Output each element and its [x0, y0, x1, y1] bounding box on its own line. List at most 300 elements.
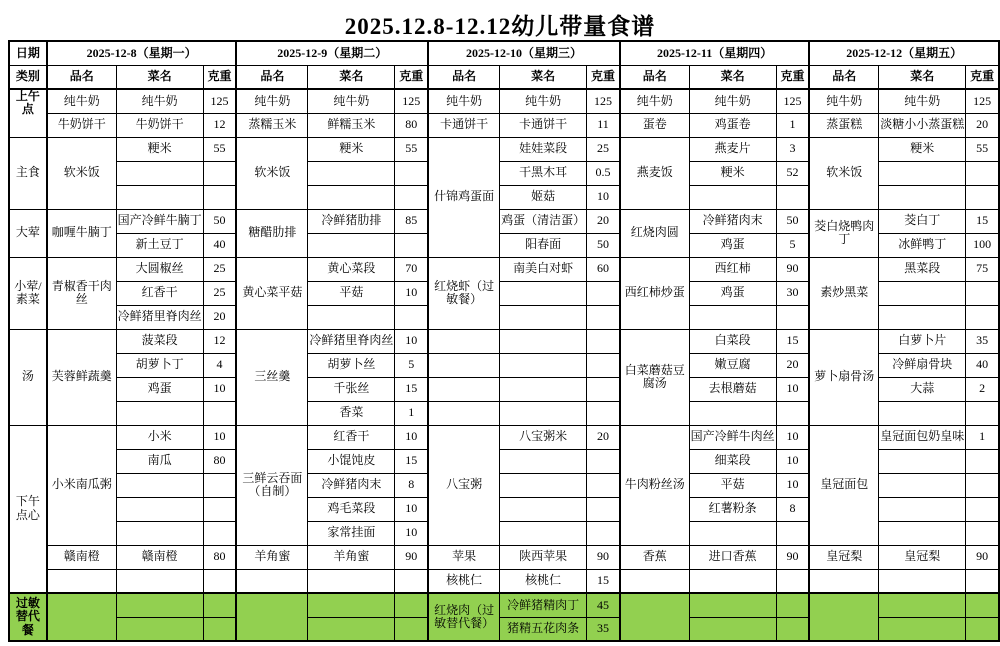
menu-cell: [116, 473, 203, 497]
menu-cell: [966, 497, 999, 521]
menu-cell: [500, 329, 587, 353]
allergy-alt-cell: [809, 569, 878, 593]
menu-cell: 纯牛奶: [500, 89, 587, 113]
menu-cell: [116, 401, 203, 425]
allergy-alt-cell: 苹果: [428, 545, 500, 569]
menu-cell: 南美白对虾: [500, 257, 587, 281]
menu-cell: 冷鲜扇骨块: [879, 353, 966, 377]
header-cell: 克重: [776, 65, 809, 89]
allergy-alt-cell: 35: [587, 617, 620, 641]
allergy-alt-cell: 蒸蛋糕: [809, 113, 878, 137]
menu-cell: 皇冠面包奶皇味: [879, 425, 966, 449]
allergy-alt-cell: 蒸糯玉米: [236, 113, 308, 137]
menu-cell: 50: [776, 209, 809, 233]
menu-cell: 新土豆丁: [116, 233, 203, 257]
menu-cell: 鸡蛋: [689, 233, 776, 257]
menu-cell: 50: [203, 209, 236, 233]
allergy-alt-cell: 羊角蜜: [236, 545, 308, 569]
menu-cell: 冷鲜猪里脊肉丝: [308, 329, 395, 353]
header-cell: 品名: [620, 65, 689, 89]
menu-cell: [587, 329, 620, 353]
menu-cell: 小米: [116, 425, 203, 449]
menu-cell: [203, 401, 236, 425]
menu-cell: 牛奶饼干: [116, 113, 203, 137]
allergy-alt-cell: 芙蓉鲜蔬羹: [47, 329, 116, 425]
menu-cell: 20: [776, 353, 809, 377]
allergy-alt-cell: 纯牛奶: [47, 89, 116, 113]
menu-cell: 125: [203, 89, 236, 113]
header-cell: 克重: [395, 65, 428, 89]
menu-cell: 70: [395, 257, 428, 281]
menu-cell: 千张丝: [308, 377, 395, 401]
menu-table: [8, 40, 1000, 642]
menu-cell: [966, 305, 999, 329]
allergy-alt-cell: 什锦鸡蛋面: [428, 137, 500, 257]
menu-cell: 15: [395, 449, 428, 473]
menu-cell: 干黑木耳: [500, 161, 587, 185]
menu-cell: 10: [776, 473, 809, 497]
menu-cell: [689, 305, 776, 329]
allergy-alt-cell: 糖醋肋排: [236, 209, 308, 257]
menu-cell: 15: [395, 377, 428, 401]
header-cell: 克重: [587, 65, 620, 89]
day-header-cell: 2025-12-12（星期五）: [809, 41, 999, 65]
header-cell: 菜名: [689, 65, 776, 89]
menu-cell: 纯牛奶: [308, 89, 395, 113]
menu-cell: 阳春面: [500, 233, 587, 257]
menu-cell: [395, 161, 428, 185]
menu-cell: 嫩豆腐: [689, 353, 776, 377]
menu-cell: [587, 305, 620, 329]
menu-table-container: [8, 40, 1000, 642]
header-cell: 菜名: [879, 65, 966, 89]
menu-cell: [500, 473, 587, 497]
allergy-alt-cell: [620, 593, 689, 641]
menu-cell: 90: [587, 545, 620, 569]
menu-cell: [776, 305, 809, 329]
menu-cell: 80: [203, 449, 236, 473]
allergy-alt-cell: [308, 593, 395, 617]
menu-cell: 粳米: [116, 137, 203, 161]
menu-cell: [689, 185, 776, 209]
menu-cell: 赣南橙: [116, 545, 203, 569]
allergy-alt-cell: 香蕉: [620, 545, 689, 569]
menu-cell: 125: [966, 89, 999, 113]
allergy-alt-cell: [879, 617, 966, 641]
header-cell: 类别: [9, 65, 47, 89]
menu-cell: 1: [776, 113, 809, 137]
allergy-alt-cell: [47, 569, 116, 593]
menu-cell: [879, 401, 966, 425]
menu-cell: [203, 521, 236, 545]
allergy-alt-cell: 软米饭: [236, 137, 308, 209]
menu-cell: 20: [587, 209, 620, 233]
menu-cell: 纯牛奶: [689, 89, 776, 113]
menu-cell: [203, 161, 236, 185]
menu-cell: 平菇: [308, 281, 395, 305]
menu-cell: 冷鲜猪肋排: [308, 209, 395, 233]
menu-cell: [776, 521, 809, 545]
menu-cell: [587, 281, 620, 305]
allergy-alt-cell: [236, 593, 308, 641]
menu-cell: [776, 569, 809, 593]
menu-cell: [587, 377, 620, 401]
allergy-alt-cell: [116, 617, 203, 641]
menu-cell: 羊角蜜: [308, 545, 395, 569]
allergy-alt-cell: 纯牛奶: [809, 89, 878, 113]
menu-cell: [500, 377, 587, 401]
menu-cell: 卡通饼干: [500, 113, 587, 137]
allergy-alt-cell: 西红柿炒蛋: [620, 257, 689, 329]
menu-cell: 家常挂面: [308, 521, 395, 545]
menu-cell: [966, 401, 999, 425]
menu-cell: [500, 521, 587, 545]
menu-cell: [203, 185, 236, 209]
allergy-alt-cell: [395, 593, 428, 617]
header-cell: 菜名: [308, 65, 395, 89]
day-header-cell: 2025-12-8（星期一）: [47, 41, 237, 65]
menu-cell: 皇冠梨: [879, 545, 966, 569]
allergy-alt-cell: [809, 593, 878, 641]
menu-cell: 粳米: [879, 137, 966, 161]
menu-cell: [776, 401, 809, 425]
allergy-alt-cell: [428, 329, 500, 353]
menu-cell: [587, 521, 620, 545]
menu-cell: 冷鲜猪肉末: [308, 473, 395, 497]
menu-cell: 菠菜段: [116, 329, 203, 353]
menu-cell: 黑菜段: [879, 257, 966, 281]
menu-cell: [395, 305, 428, 329]
menu-cell: 进口香蕉: [689, 545, 776, 569]
menu-cell: 冷鲜猪肉末: [689, 209, 776, 233]
allergy-alt-cell: [689, 593, 776, 617]
menu-cell: [500, 305, 587, 329]
category-cell: 汤: [9, 329, 47, 425]
menu-cell: 鲜糯玉米: [308, 113, 395, 137]
menu-cell: 12: [203, 113, 236, 137]
menu-cell: [116, 161, 203, 185]
menu-cell: 娃娃菜段: [500, 137, 587, 161]
menu-cell: [395, 185, 428, 209]
menu-cell: 85: [395, 209, 428, 233]
menu-cell: 西红柿: [689, 257, 776, 281]
menu-cell: [879, 185, 966, 209]
menu-cell: [395, 233, 428, 257]
menu-cell: 南瓜: [116, 449, 203, 473]
menu-cell: 55: [203, 137, 236, 161]
menu-cell: 10: [395, 329, 428, 353]
header-cell: 日期: [9, 41, 47, 65]
menu-cell: 30: [776, 281, 809, 305]
menu-cell: [966, 473, 999, 497]
menu-cell: [587, 449, 620, 473]
allergy-alt-cell: [203, 593, 236, 617]
menu-cell: [116, 497, 203, 521]
menu-cell: [587, 473, 620, 497]
menu-cell: 15: [776, 329, 809, 353]
menu-cell: 小馄饨皮: [308, 449, 395, 473]
menu-cell: 纯牛奶: [116, 89, 203, 113]
allergy-alt-cell: [308, 617, 395, 641]
menu-cell: 淡糖小小蒸蛋糕: [879, 113, 966, 137]
menu-cell: 25: [587, 137, 620, 161]
allergy-alt-cell: 卡通饼干: [428, 113, 500, 137]
allergy-alt-cell: 纯牛奶: [620, 89, 689, 113]
category-cell: 大荤: [9, 209, 47, 257]
day-header-cell: 2025-12-10（星期三）: [428, 41, 620, 65]
menu-cell: 黄心菜段: [308, 257, 395, 281]
category-cell: 下午点心: [9, 425, 47, 593]
menu-cell: 白菜段: [689, 329, 776, 353]
menu-cell: 1: [395, 401, 428, 425]
menu-cell: 姬菇: [500, 185, 587, 209]
menu-cell: 40: [203, 233, 236, 257]
allergy-alt-cell: 纯牛奶: [428, 89, 500, 113]
menu-cell: 冷鲜猪里脊肉丝: [116, 305, 203, 329]
allergy-alt-cell: [116, 593, 203, 617]
menu-cell: [966, 521, 999, 545]
allergy-alt-cell: [47, 593, 116, 641]
menu-cell: 3: [776, 137, 809, 161]
menu-cell: [116, 569, 203, 593]
menu-cell: 胡萝卜丁: [116, 353, 203, 377]
menu-cell: [879, 449, 966, 473]
allergy-alt-cell: 白菜蘑菇豆腐汤: [620, 329, 689, 425]
menu-cell: 10: [395, 425, 428, 449]
menu-cell: 25: [203, 257, 236, 281]
allergy-alt-cell: 萝卜扇骨汤: [809, 329, 878, 425]
menu-cell: 52: [776, 161, 809, 185]
menu-cell: 陕西苹果: [500, 545, 587, 569]
allergy-alt-cell: [620, 569, 689, 593]
menu-cell: 冰鲜鸭丁: [879, 233, 966, 257]
menu-cell: [308, 305, 395, 329]
menu-cell: 90: [966, 545, 999, 569]
menu-cell: 核桃仁: [500, 569, 587, 593]
menu-cell: 25: [203, 281, 236, 305]
header-cell: 克重: [203, 65, 236, 89]
allergy-alt-cell: [966, 593, 999, 617]
menu-cell: [308, 185, 395, 209]
menu-cell: [587, 497, 620, 521]
menu-cell: 鸡蛋: [116, 377, 203, 401]
allergy-alt-cell: 皇冠面包: [809, 425, 878, 545]
allergy-alt-cell: [203, 617, 236, 641]
menu-cell: 鸡蛋（清洁蛋）: [500, 209, 587, 233]
menu-cell: 125: [776, 89, 809, 113]
category-cell: 主食: [9, 137, 47, 209]
menu-cell: [966, 569, 999, 593]
allergy-alt-cell: 纯牛奶: [236, 89, 308, 113]
header-cell: 品名: [236, 65, 308, 89]
header-cell: 克重: [966, 65, 999, 89]
menu-cell: [116, 521, 203, 545]
allergy-alt-cell: 咖喱牛腩丁: [47, 209, 116, 257]
allergy-alt-cell: [689, 617, 776, 641]
allergy-alt-cell: 牛肉粉丝汤: [620, 425, 689, 545]
menu-cell: 大蒜: [879, 377, 966, 401]
menu-cell: 5: [776, 233, 809, 257]
menu-cell: 10: [776, 425, 809, 449]
allergy-alt-cell: [395, 617, 428, 641]
allergy-alt-cell: 牛奶饼干: [47, 113, 116, 137]
menu-cell: [689, 401, 776, 425]
menu-cell: [500, 449, 587, 473]
menu-cell: 10: [395, 281, 428, 305]
menu-cell: 茭白丁: [879, 209, 966, 233]
menu-cell: [879, 473, 966, 497]
menu-cell: 10: [395, 521, 428, 545]
menu-cell: 20: [203, 305, 236, 329]
allergy-alt-cell: [236, 569, 308, 593]
menu-cell: 5: [395, 353, 428, 377]
menu-cell: 35: [966, 329, 999, 353]
menu-cell: [500, 353, 587, 377]
allergy-alt-cell: 红烧虾（过敏餐）: [428, 257, 500, 329]
allergy-alt-cell: [776, 593, 809, 617]
menu-cell: [966, 185, 999, 209]
allergy-alt-cell: 蛋卷: [620, 113, 689, 137]
menu-cell: 红薯粉条: [689, 497, 776, 521]
menu-cell: 90: [395, 545, 428, 569]
menu-cell: [689, 521, 776, 545]
allergy-alt-cell: [428, 353, 500, 377]
day-header-cell: 2025-12-9（星期二）: [236, 41, 428, 65]
menu-cell: [879, 281, 966, 305]
menu-cell: 20: [587, 425, 620, 449]
menu-cell: [879, 305, 966, 329]
menu-cell: 75: [966, 257, 999, 281]
menu-cell: [966, 161, 999, 185]
menu-cell: [587, 353, 620, 377]
menu-cell: [203, 473, 236, 497]
menu-cell: 125: [587, 89, 620, 113]
menu-cell: 红香干: [116, 281, 203, 305]
menu-cell: 大圆椒丝: [116, 257, 203, 281]
allergy-alt-cell: [428, 401, 500, 425]
menu-cell: 10: [203, 425, 236, 449]
menu-cell: 80: [203, 545, 236, 569]
menu-cell: [689, 569, 776, 593]
menu-cell: 白萝卜片: [879, 329, 966, 353]
category-cell: 小荤/素菜: [9, 257, 47, 329]
menu-cell: [203, 497, 236, 521]
menu-cell: 90: [776, 257, 809, 281]
menu-cell: [879, 161, 966, 185]
menu-cell: 香菜: [308, 401, 395, 425]
menu-cell: 鸡毛菜段: [308, 497, 395, 521]
menu-cell: [308, 161, 395, 185]
menu-cell: [879, 497, 966, 521]
menu-cell: 11: [587, 113, 620, 137]
menu-cell: 40: [966, 353, 999, 377]
allergy-alt-cell: 三鲜云吞面（自制）: [236, 425, 308, 545]
menu-cell: 8: [395, 473, 428, 497]
header-cell: 菜名: [500, 65, 587, 89]
menu-cell: [587, 401, 620, 425]
allergy-alt-cell: [879, 593, 966, 617]
allergy-alt-cell: 黄心菜平菇: [236, 257, 308, 329]
allergy-alt-cell: 皇冠梨: [809, 545, 878, 569]
allergy-alt-cell: [966, 617, 999, 641]
allergy-alt-cell: 小米南瓜粥: [47, 425, 116, 545]
menu-cell: [395, 569, 428, 593]
allergy-alt-cell: 软米饭: [809, 137, 878, 209]
menu-cell: [116, 185, 203, 209]
menu-cell: 10: [587, 185, 620, 209]
menu-cell: 纯牛奶: [879, 89, 966, 113]
allergy-alt-cell: 软米饭: [47, 137, 116, 209]
menu-cell: 50: [587, 233, 620, 257]
allergy-alt-cell: 红烧肉（过敏替代餐）: [428, 593, 500, 641]
menu-cell: 1: [966, 425, 999, 449]
menu-cell: [500, 401, 587, 425]
menu-cell: 8: [776, 497, 809, 521]
header-cell: 菜名: [116, 65, 203, 89]
menu-cell: 125: [395, 89, 428, 113]
menu-cell: 2: [966, 377, 999, 401]
category-cell: 上午点: [9, 89, 47, 137]
menu-cell: 55: [966, 137, 999, 161]
menu-cell: 粳米: [308, 137, 395, 161]
menu-cell: 15: [587, 569, 620, 593]
menu-cell: [308, 569, 395, 593]
menu-cell: 55: [395, 137, 428, 161]
menu-cell: 八宝粥米: [500, 425, 587, 449]
menu-cell: 4: [203, 353, 236, 377]
allergy-alt-cell: 猪精五花肉条: [500, 617, 587, 641]
allergy-alt-cell: 三丝羹: [236, 329, 308, 425]
menu-cell: 15: [966, 209, 999, 233]
menu-cell: 国产冷鲜牛腩丁: [116, 209, 203, 233]
allergy-alt-cell: 核桃仁: [428, 569, 500, 593]
category-cell: 过敏替代餐: [9, 593, 47, 641]
menu-cell: 胡萝卜丝: [308, 353, 395, 377]
menu-cell: [500, 281, 587, 305]
allergy-alt-cell: 红烧肉圆: [620, 209, 689, 257]
menu-cell: 90: [776, 545, 809, 569]
allergy-alt-cell: 赣南橙: [47, 545, 116, 569]
menu-cell: [879, 521, 966, 545]
day-header-cell: 2025-12-11（星期四）: [620, 41, 810, 65]
allergy-alt-cell: 茭白烧鸭肉丁: [809, 209, 878, 257]
menu-cell: [308, 233, 395, 257]
menu-cell: 红香干: [308, 425, 395, 449]
menu-cell: 20: [966, 113, 999, 137]
menu-cell: 0.5: [587, 161, 620, 185]
allergy-alt-cell: [776, 617, 809, 641]
allergy-alt-cell: 冷鲜猪精肉丁: [500, 593, 587, 617]
menu-cell: 粳米: [689, 161, 776, 185]
allergy-alt-cell: 八宝粥: [428, 425, 500, 545]
menu-cell: 60: [587, 257, 620, 281]
menu-cell: 12: [203, 329, 236, 353]
menu-cell: 平菇: [689, 473, 776, 497]
allergy-alt-cell: [428, 377, 500, 401]
menu-cell: 细菜段: [689, 449, 776, 473]
menu-cell: 10: [776, 377, 809, 401]
menu-cell: 国产冷鲜牛肉丝: [689, 425, 776, 449]
menu-cell: 10: [776, 449, 809, 473]
menu-cell: 鸡蛋卷: [689, 113, 776, 137]
allergy-alt-cell: 青椒香干肉丝: [47, 257, 116, 329]
menu-cell: [500, 497, 587, 521]
menu-cell: 10: [395, 497, 428, 521]
header-cell: 品名: [428, 65, 500, 89]
menu-cell: 去根蘑菇: [689, 377, 776, 401]
menu-cell: 鸡蛋: [689, 281, 776, 305]
menu-cell: 100: [966, 233, 999, 257]
